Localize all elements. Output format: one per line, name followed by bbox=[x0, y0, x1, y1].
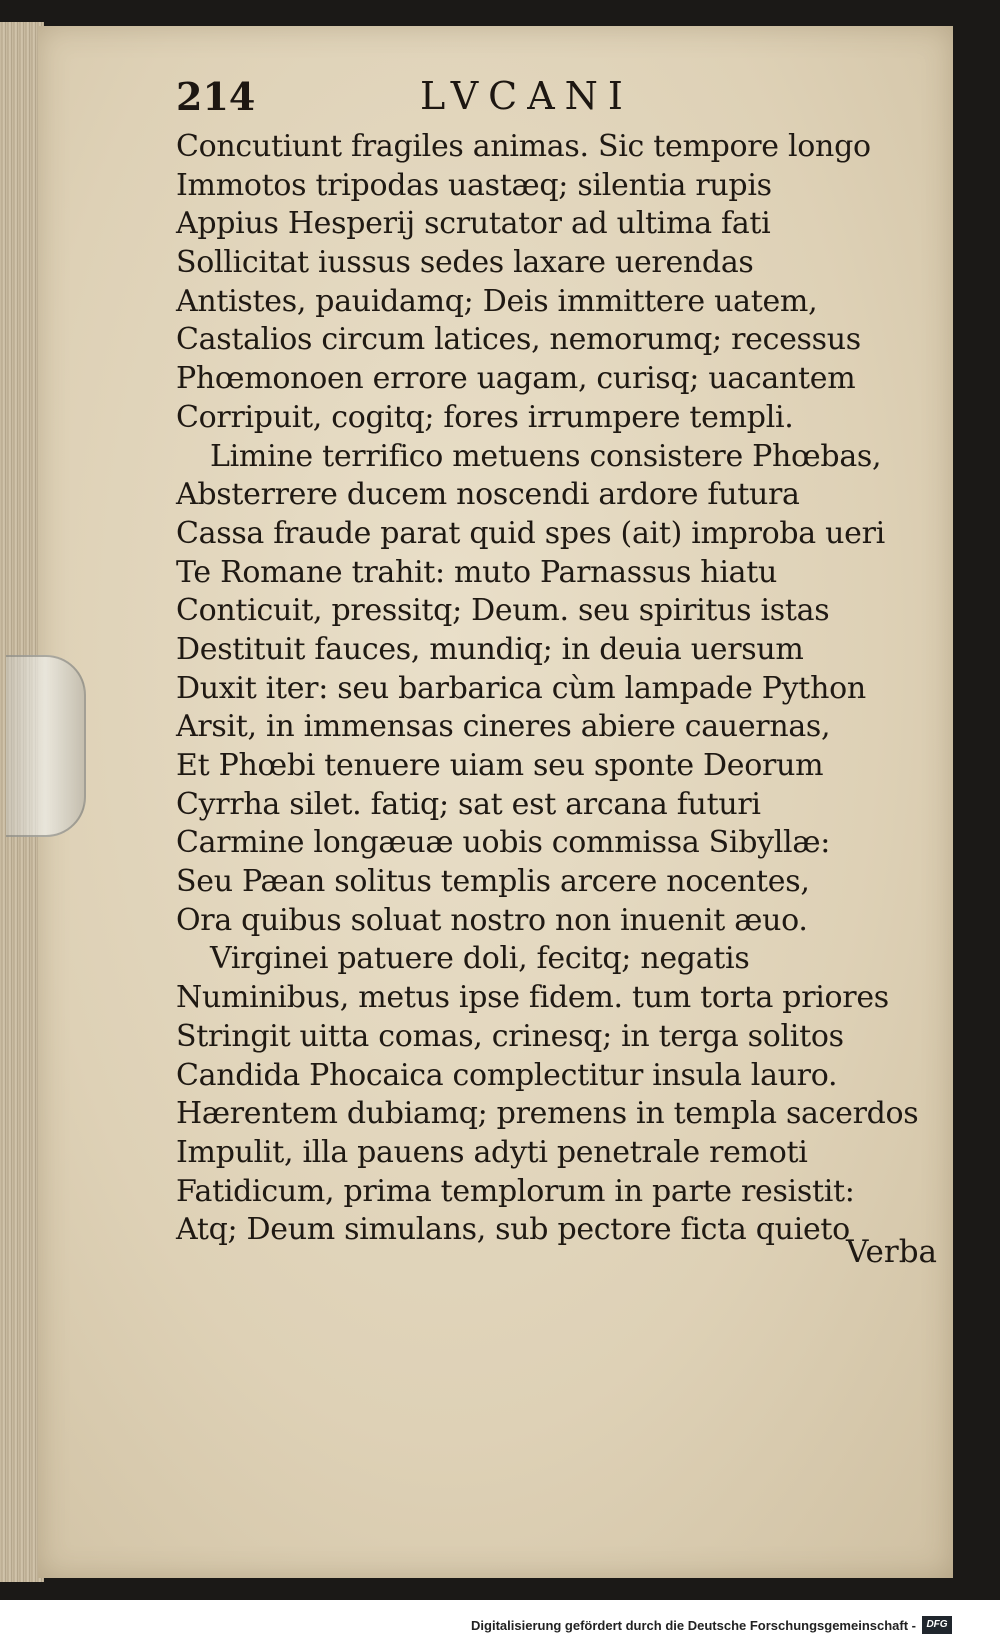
digitization-footer bbox=[0, 1600, 1000, 1644]
verse-line: Numinibus, metus ipse fidem. tum torta priores bbox=[176, 980, 889, 1016]
running-head: LVCANI bbox=[420, 74, 633, 118]
verse-line: Destituit fauces, mundiq; in deuia uersum bbox=[176, 631, 804, 667]
verse-line: Virginei patuere doli, fecitq; negatis bbox=[210, 941, 750, 977]
verse-line: Conticuit, pressitq; Deum. seu spiritus istas bbox=[176, 593, 830, 629]
verse-line: Seu Pæan solitus templis arcere nocentes, bbox=[176, 864, 810, 900]
page-header bbox=[176, 74, 696, 134]
verse-line: Limine terrifico metuens consistere Phœbas, bbox=[210, 438, 882, 474]
verse-line: Absterrere ducem noscendi ardore futura bbox=[176, 477, 800, 513]
verse-line: Duxit iter: seu barbarica cùm lampade Python bbox=[176, 670, 866, 706]
verse-line: Concutiunt fragiles animas. Sic tempore longo bbox=[176, 129, 871, 164]
verse-line: Appius Hesperij scrutator ad ultima fati bbox=[176, 206, 771, 242]
verse-line: Impulit, illa pauens adyti penetrale remoti bbox=[176, 1134, 808, 1170]
dfg-logo-icon: DFG bbox=[922, 1616, 952, 1634]
verse-line: Cassa fraude parat quid spes (ait) improba ueri bbox=[176, 515, 885, 551]
verse-line: Et Phœbi tenuere uiam seu sponte Deorum bbox=[176, 748, 824, 783]
verse-line: Phœmonoen errore uagam, curisq; uacantem bbox=[176, 361, 856, 397]
verse-line: Sollicitat iussus sedes laxare uerendas bbox=[176, 245, 754, 281]
verse-line: Antistes, pauidamq; Deis immittere uatem, bbox=[176, 283, 818, 319]
verse-line: Te Romane trahit: muto Parnassus hiatu bbox=[176, 554, 777, 590]
page-clip bbox=[6, 655, 86, 837]
verse-line: Cyrrha silet. fatiq; sat est arcana futuri bbox=[176, 786, 761, 822]
verse-block bbox=[176, 128, 919, 1250]
verse-line: Atq; Deum simulans, sub pectore ficta quieto bbox=[176, 1212, 850, 1248]
verse-line: Corripuit, cogitq; fores irrumpere templi. bbox=[176, 399, 794, 435]
verse-line: Immotos tripodas uastæq; silentia rupis bbox=[176, 167, 772, 203]
funding-credit: Digitalisierung gefördert durch die Deutsche Forschungsgemeinschaft - bbox=[471, 1618, 916, 1633]
verse-line: Stringit uitta comas, crinesq; in terga solitos bbox=[176, 1018, 844, 1054]
verse-line: Hærentem dubiamq; premens in templa sacerdos bbox=[176, 1096, 919, 1132]
verse-line: Carmine longæuæ uobis commissa Sibyllæ: bbox=[176, 825, 831, 861]
verse-line: Arsit, in immensas cineres abiere cauernas, bbox=[176, 709, 831, 745]
verse-line: Castalios circum latices, nemorumq; recessus bbox=[176, 322, 861, 358]
catchword: Verba bbox=[846, 1234, 938, 1270]
verse-line: Ora quibus soluat nostro non inuenit æuo. bbox=[176, 902, 808, 938]
verse-line: Candida Phocaica complectitur insula lauro. bbox=[176, 1057, 838, 1093]
page-number: 214 bbox=[176, 74, 256, 119]
verse-line: Fatidicum, prima templorum in parte resistit: bbox=[176, 1173, 855, 1209]
